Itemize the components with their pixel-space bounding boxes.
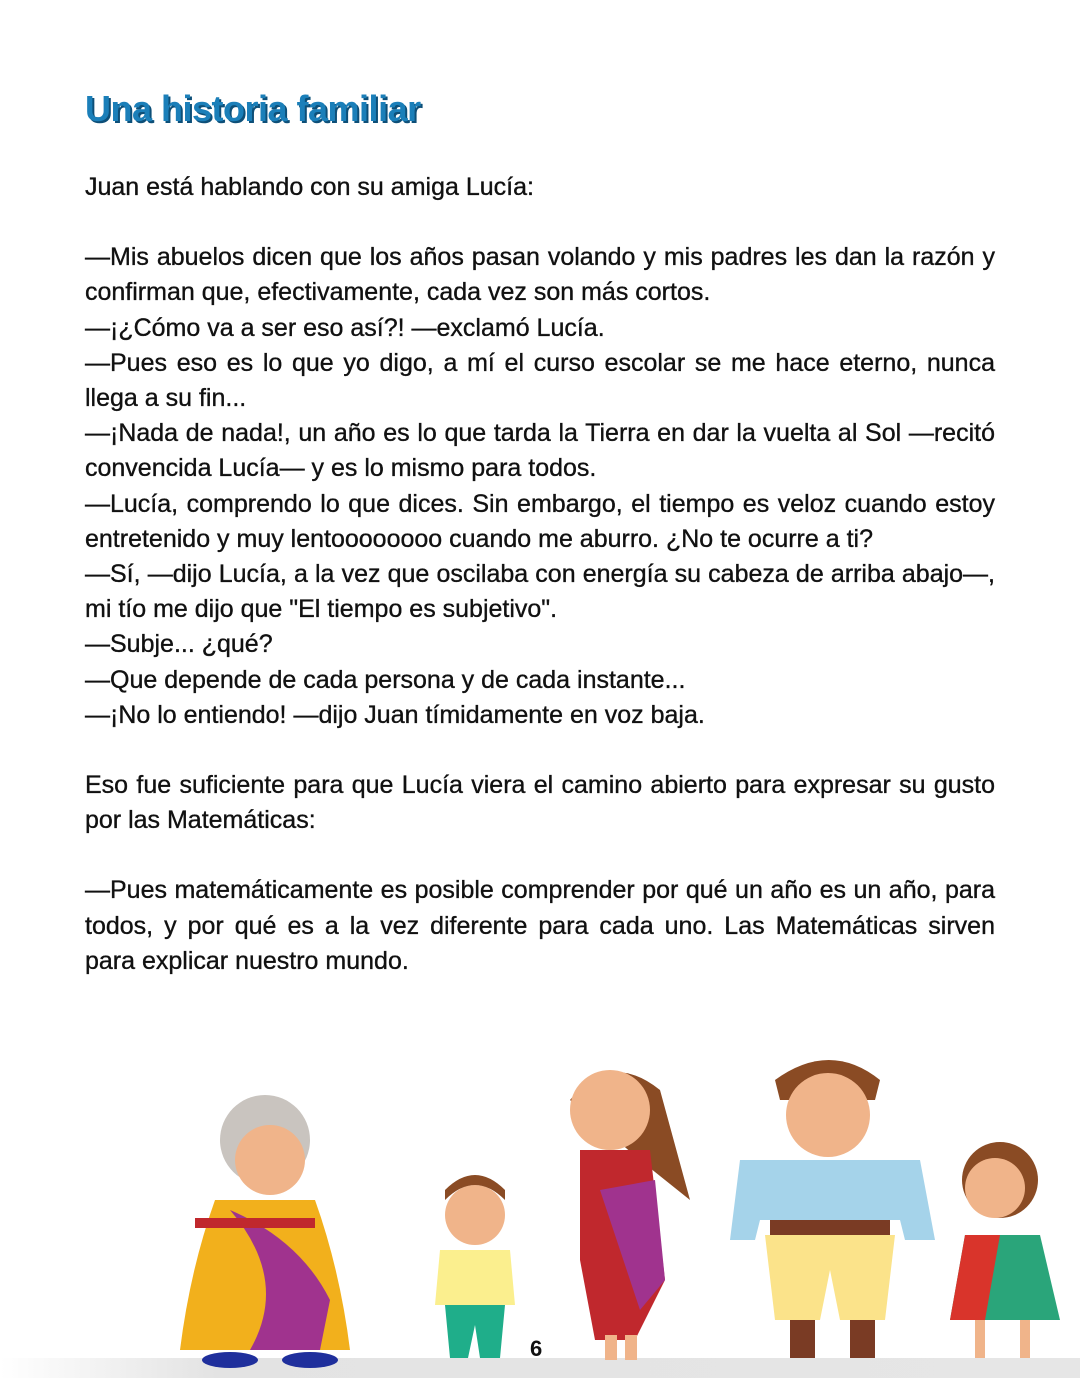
boy-figure	[435, 1175, 515, 1358]
mother-figure	[570, 1070, 690, 1360]
page-number: 6	[530, 1336, 543, 1361]
story-text	[85, 170, 995, 979]
paragraph: —Lucía, comprendo lo que dices. Sin embargo, el tiempo es veloz cuando estoy entretenido y muy lentoooooooo cuando me aburro. ¿No te ocurre a ti?	[85, 489, 995, 553]
paragraph: —Pues matemáticamente es posible comprender por qué un año es un año, para todos, y por qué es a la vez diferente para cada uno. Las Matemáticas sirven para explicar nuestro mundo.	[85, 876, 995, 975]
paragraph: —Pues eso es lo que yo digo, a mí el curso escolar se me hace eterno, nunca llega a su fin...	[85, 348, 995, 413]
page-title: Una historia familiar	[85, 88, 421, 129]
paragraph: —Sí, —dijo Lucía, a la vez que oscilaba con energía su cabeza de arriba abajo—, mi tío me dijo que "El tiempo es subjetivo".	[85, 560, 995, 624]
paragraph: —¡¿Cómo va a ser eso así?! —exclamó Lucía.	[85, 313, 605, 342]
paragraph: —Que depende de cada persona y de cada instante...	[85, 665, 686, 694]
paragraph: —Subje... ¿qué?	[85, 630, 273, 659]
girl-figure	[950, 1142, 1060, 1358]
father-figure	[730, 1060, 935, 1358]
paragraph: —¡Nada de nada!, un año es lo que tarda la Tierra en dar la vuelta al Sol —recitó convencida Lucía— y es lo mismo para todos.	[85, 419, 995, 483]
paragraph: —¡No lo entiendo! —dijo Juan tímidamente en voz baja.	[85, 700, 705, 729]
paragraph: Juan está hablando con su amiga Lucía:	[85, 173, 534, 201]
grandmother-figure	[180, 1095, 350, 1368]
paragraph: Eso fue suficiente para que Lucía viera el camino abierto para expresar su gusto por las Matemáticas:	[85, 771, 995, 835]
paragraph: —Mis abuelos dicen que los años pasan volando y mis padres les dan la razón y confirman que, efectivamente, cada vez son más cortos.	[85, 243, 995, 307]
